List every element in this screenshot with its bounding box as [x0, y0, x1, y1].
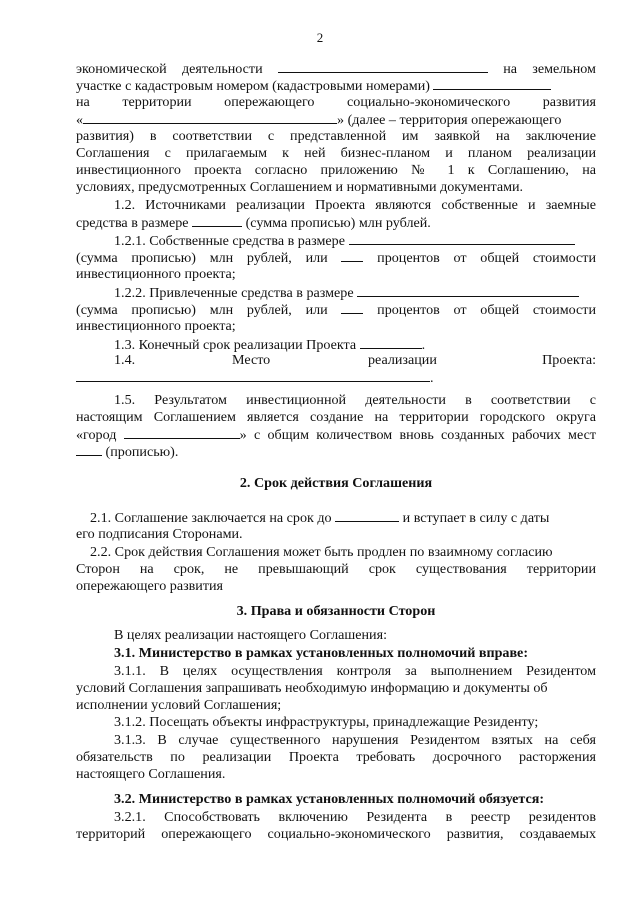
blank-line [278, 60, 488, 73]
text-line: участке с кадастровым номером (кадастровыми номерами) [76, 77, 596, 95]
text-line: 3.1.3. В случае существенного нарушения Резидентом взятых на себя [114, 732, 596, 748]
text-line: 3.1.1. В целях осуществления контроля за выполнением Резидентом [114, 663, 596, 679]
blank-line [360, 336, 422, 349]
text-line: территорий опережающего социально-экономического развития, создаваемых [76, 826, 596, 842]
text-line: экономической деятельности на земельном [76, 61, 596, 77]
subsection-heading: 3.1. Министерство в рамках установленных полномочий вправе: [114, 645, 529, 661]
text-line: 1.2.2. Привлеченные средства в размере [114, 284, 596, 302]
text-line: 2.2. Срок действия Соглашения может быть продлен по взаимному согласию [90, 544, 553, 560]
blank-line [357, 284, 579, 297]
text-line: условий Соглашения запрашивать необходимую информацию и документы об [76, 680, 548, 696]
text-line: 1.2. Источниками реализации Проекта являются собственные и заемные [114, 197, 596, 213]
text-line: . [76, 369, 596, 387]
text-line: инвестиционного проекта согласно приложению № 1 к Соглашению, на [76, 162, 596, 178]
text-line: на территории опережающего социально-экономического развития [76, 94, 596, 110]
text-line: развития) в соответствии с представленной им заявкой на заключение [76, 128, 596, 144]
text-line: настоящим Соглашением является создание на территории городского округа [76, 409, 596, 425]
text-line: В целях реализации настоящего Соглашения: [114, 627, 387, 643]
blank-line [341, 249, 363, 262]
text-line: 1.3. Конечный срок реализации Проекта . [114, 337, 426, 353]
text-line: Соглашения с прилагаемым к ней бизнес-планом и планом реализации [76, 145, 596, 161]
text-line: (прописью). [76, 443, 596, 461]
page-number: 2 [316, 30, 324, 45]
blank-line [433, 77, 551, 90]
text-line: Сторон на срок, не превышающий срок существования территории [76, 561, 596, 577]
blank-line [335, 509, 399, 522]
subsection-heading: 3.2. Министерство в рамках установленных полномочий обязуется: [114, 791, 545, 807]
text-line: (сумма прописью) млн рублей, или процентов от общей стоимости [76, 250, 596, 266]
text-line: настоящего Соглашения. [76, 766, 226, 782]
text-line: инвестиционного проекта; [76, 318, 236, 334]
text-line: инвестиционного проекта; [76, 266, 236, 282]
text-line: (сумма прописью) млн рублей, или процентов от общей стоимости [76, 302, 596, 318]
text-line: 1.2.1. Собственные средства в размере [114, 232, 596, 250]
text-line: опережающего развития [76, 578, 224, 594]
text-line: 3.2.1. Способствовать включению Резидента в реестр резидентов [114, 809, 596, 825]
text-line: исполнении условий Соглашения; [76, 697, 282, 713]
text-line: средства в размере (сумма прописью) млн рублей. [76, 215, 431, 231]
text-line: условиях, предусмотренных Соглашением и нормативными документами. [76, 179, 524, 195]
text-line: « » (далее – территория опережающего [76, 112, 562, 128]
blank-line [341, 301, 363, 314]
section-heading: 2. Срок действия Соглашения [239, 475, 433, 491]
text-line: обязательств по реализации Проекта требовать досрочного расторжения [76, 749, 596, 765]
blank-line [83, 111, 337, 124]
text-line: 3.1.2. Посещать объекты инфраструктуры, принадлежащие Резиденту; [114, 714, 539, 730]
section-heading: 3. Права и обязанности Сторон [236, 603, 436, 619]
blank-line [76, 369, 430, 382]
text-line: его подписания Сторонами. [76, 526, 243, 542]
blank-line [76, 443, 102, 456]
text-line: 2.1. Соглашение заключается на срок до и вступает в силу с даты [90, 510, 550, 526]
blank-line [349, 232, 575, 245]
blank-line [124, 426, 240, 439]
text-line: «город » с общим количеством вновь созданных рабочих мест [76, 427, 596, 443]
text-line: 1.5. Результатом инвестиционной деятельности в соответствии с [114, 392, 596, 408]
blank-line [192, 214, 242, 227]
document-page: 2 экономической деятельности на земельном участке с кадастровым номером (кадастровыми номерами) на территории опережающего социально-экономического развития « » (далее – территория опережающего развития) в соответствии с представленной им заявкой на заключение Соглашения с прилагаемым к ней бизнес-планом и планом реализации инвестиционного проекта согласно приложению № 1 к Соглашению, на условиях, предусмотренных Соглашением и нормативными документами. 1.2. Источниками реализации Проекта являются собственные и заемные средства в размере (сумма прописью) млн рублей. 1.2.1. Собственные средства в размере (сумма прописью) млн рублей, или процентов от общей стоимости инвестиционного проекта; 1.2.2. Привлеченные средства в размере (сумма прописью) млн рублей, или процентов от общей стоимости инвестиционного проекта; 1.3. Конечный срок реализации Проекта . 1.4. Место реализации Проекта: . 1.5. Результатом инвестиционной деятельности в соответствии с настоящим Соглашением является создание на территории городского округа «город » с общим количеством вновь созданных рабочих мест (прописью). 2. Срок действия Соглашения 2.1. Соглашение заключается на срок до и вступает в силу с даты его подписания Сторонами. 2.2. Срок действия Соглашения может быть продлен по взаимному согласию Сторон на срок, не превышающий срок существования территории опережающего развития 3. Права и обязанности Сторон В целях реализации настоящего Соглашения: 3.1. Министерство в рамках установленных полномочий вправе: 3.1.1. В целях осуществления контроля за выполнением Резидентом условий Соглашения запрашивать необходимую информацию и документы об исполнении условий Соглашения; 3.1.2. Посещать объекты инфраструктуры, принадлежащие Резиденту; 3.1.3. В случае существенного нарушения Резидентом взятых на себя обязательств по реализации Проекта требовать досрочного расторжения настоящего Соглашения. 3.2. Министерство в рамках установленных полномочий обязуется: 3.2.1. Способствовать включению Резидента в реестр резидентов территорий опережающего социально-экономического развития, создаваемых [0, 0, 640, 905]
